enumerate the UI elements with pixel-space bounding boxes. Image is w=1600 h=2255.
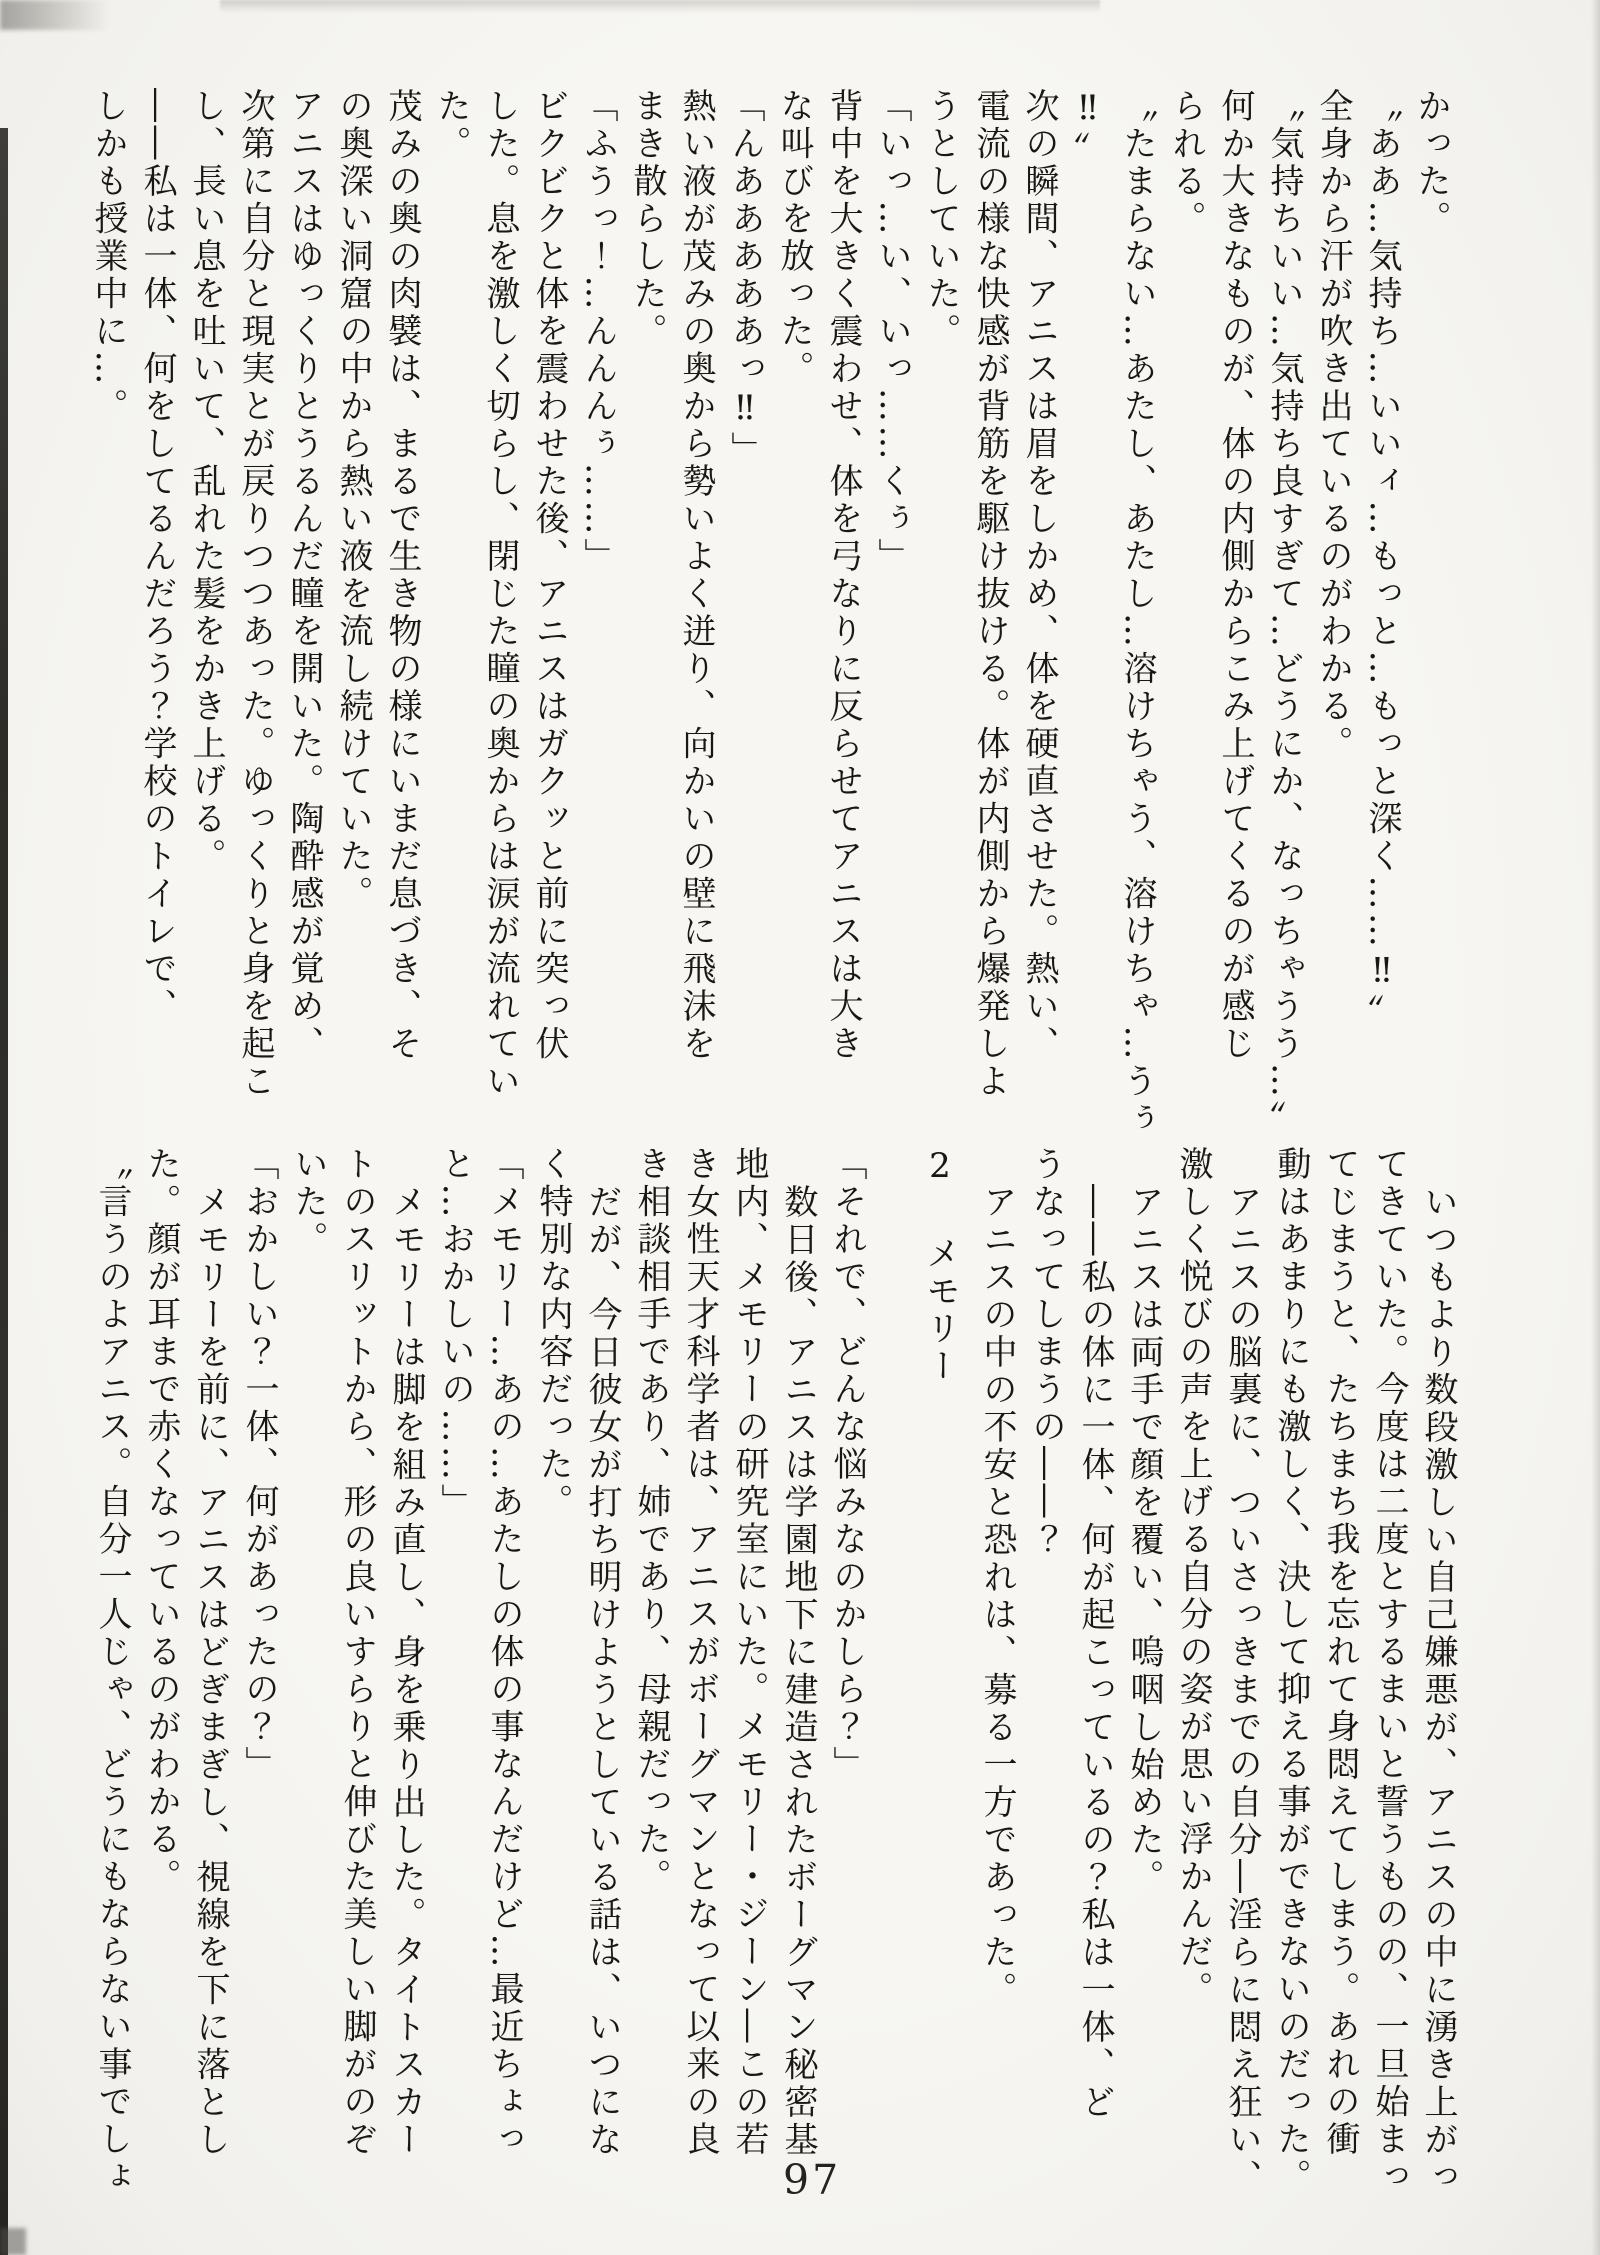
scan-artifact-right-edge bbox=[1591, 0, 1600, 2255]
text-column: 地内、メモリーの研究室にいた。メモリー・ジーン―この若 bbox=[729, 1146, 769, 2159]
text-column: 〝言うのよアニス。自分一人じゃ、どうにもならない事でしょ bbox=[92, 1146, 132, 2196]
text-column: られる。 bbox=[1166, 88, 1206, 238]
top-text-block bbox=[83, 88, 1455, 1140]
text-column: 全身から汗が吹き出ているのがわかる。 bbox=[1313, 88, 1353, 763]
text-column: てじまうと、たちまち我を忘れて身悶えてしまう。あれの衝 bbox=[1320, 1146, 1360, 2159]
text-column: かった。 bbox=[1411, 88, 1451, 238]
text-column: 〝たまらない…あたし、あたし…溶けちゃう、溶けちゃ…うぅ bbox=[1117, 88, 1157, 1138]
section-header bbox=[915, 1146, 964, 2198]
text-column: 電流の様な快感が背筋を駆け抜ける。体が内側から爆発しよ bbox=[970, 88, 1010, 1101]
text-column: ビクビクと体を震わせた後、アニスはガクッと前に突っ伏 bbox=[529, 88, 569, 1063]
text-column: 次の瞬間、アニスは眉をしかめ、体を硬直させた。熱い、 bbox=[1019, 88, 1059, 1063]
text-column: く特別な内容だった。 bbox=[533, 1146, 573, 1521]
text-column: しかも授業中に…。 bbox=[88, 88, 128, 426]
text-column: 背中を大きく震わせ、体を弓なりに反らせてアニスは大き bbox=[823, 88, 863, 1063]
text-column: し、長い息を吐いて、乱れた髪をかき上げる。 bbox=[186, 88, 226, 876]
text-column: 熱い液が茂みの奥から勢いよく迸り、向かいの壁に飛沫を bbox=[676, 88, 716, 1063]
text-column: てきていた。今度は二度とするまいと誓うものの、一旦始まっ bbox=[1369, 1146, 1409, 2196]
text-column: き相談相手であり、姉であり、母親だった。 bbox=[631, 1146, 671, 1896]
text-column: 数日後、アニスは学園地下に建造されたボーグマン秘密基 bbox=[778, 1184, 818, 2159]
text-column: 「それで、どんな悩みなのかしら？」 bbox=[827, 1146, 867, 1784]
text-column: 動はあまりにも激しく、決して抑える事ができないのだった。 bbox=[1271, 1146, 1311, 2196]
text-column: ――私は一体、何をしてるんだろう？学校のトイレで、 bbox=[137, 88, 177, 1026]
bottom-text-block bbox=[87, 1146, 1462, 2198]
text-column: な叫びを放った。 bbox=[774, 88, 814, 388]
text-column: いつもより数段激しい自己嫌悪が、アニスの中に湧き上がっ bbox=[1418, 1184, 1458, 2197]
text-column: した。息を激しく切らし、閉じた瞳の奥からは涙が流れてい bbox=[480, 88, 520, 1101]
section-title: メモリー bbox=[920, 1235, 960, 1386]
text-column: 「いっ…い、いっ……くぅ」 bbox=[872, 88, 912, 576]
text-column: の奥深い洞窟の中から熱い液を流し続けていた。 bbox=[333, 88, 373, 913]
scan-artifact-top-left bbox=[0, 0, 110, 30]
text-column: トのスリットから、形の良いすらりと伸びた美しい脚がのぞ bbox=[337, 1146, 377, 2159]
text-column: アニスの脳裏に、ついさっきまでの自分―淫らに悶え狂い、 bbox=[1222, 1184, 1262, 2197]
scan-artifact-top-streak bbox=[220, 0, 1100, 13]
section-number: 2 bbox=[920, 1146, 960, 1190]
text-column: 「ふうっ！…んんんぅ……」 bbox=[578, 88, 618, 576]
text-column: だが、今日彼女が打ち明けようとしている話は、いつにな bbox=[582, 1184, 622, 2159]
text-column: と…おかしいの……」 bbox=[435, 1146, 475, 1521]
text-column: メモリーを前に、アニスはどぎまぎし、視線を下に落とし bbox=[190, 1184, 230, 2159]
text-column: ――私の体に一体、何が起こっているの？私は一体、ど bbox=[1075, 1184, 1115, 2122]
text-column: た。 bbox=[431, 88, 471, 163]
text-column: まき散らした。 bbox=[627, 88, 667, 351]
text-column: 茂みの奥の肉襞は、まるで生き物の様にいまだ息づき、そ bbox=[382, 88, 422, 1063]
text-column: ‼〟 bbox=[1068, 88, 1108, 169]
text-column: た。顔が耳まで赤くなっているのがわかる。 bbox=[141, 1146, 181, 1896]
scan-artifact-left-edge bbox=[0, 128, 8, 2255]
text-column: 「メモリー…あの…あたしの体の事なんだけど…最近ちょっ bbox=[484, 1146, 524, 2159]
text-column: 何か大きなものが、体の内側からこみ上げてくるのが感じ bbox=[1215, 88, 1255, 1063]
text-column: 激しく悦びの声を上げる自分の姿が思い浮かんだ。 bbox=[1173, 1146, 1213, 2009]
text-column: うなってしまうの――？ bbox=[1026, 1146, 1066, 1559]
text-column: 〝気持ちいい…気持ち良すぎて…どうにか、なっちゃうう…〟 bbox=[1264, 88, 1304, 1138]
text-column: き女性天才科学者は、アニスがボーグマンとなって以来の良 bbox=[680, 1146, 720, 2159]
text-column: うとしていた。 bbox=[921, 88, 961, 351]
text-column: アニスは両手で顔を覆い、嗚咽し始めた。 bbox=[1124, 1184, 1164, 1897]
page-number: 97 bbox=[783, 2156, 842, 2204]
text-column: アニスはゆっくりとうるんだ瞳を開いた。陶酔感が覚め、 bbox=[284, 88, 324, 1063]
text-column: 次第に自分と現実とが戻りつつあった。ゆっくりと身を起こ bbox=[235, 88, 275, 1101]
scan-artifact-bottom-left bbox=[0, 2228, 26, 2255]
text-column: メモリーは脚を組み直し、身を乗り出した。タイトスカー bbox=[386, 1184, 426, 2159]
text-column: 「おかしい？一体、何があったの？」 bbox=[239, 1146, 279, 1784]
text-column: アニスの中の不安と恐れは、募る一方であった。 bbox=[977, 1184, 1017, 2009]
text-column: いた。 bbox=[288, 1146, 328, 1259]
text-column: 「んあああああっ‼」 bbox=[725, 88, 765, 469]
text-column: 〝ああ…気持ち…いいィ…もっと…もっと深く……‼〟 bbox=[1362, 88, 1402, 1032]
